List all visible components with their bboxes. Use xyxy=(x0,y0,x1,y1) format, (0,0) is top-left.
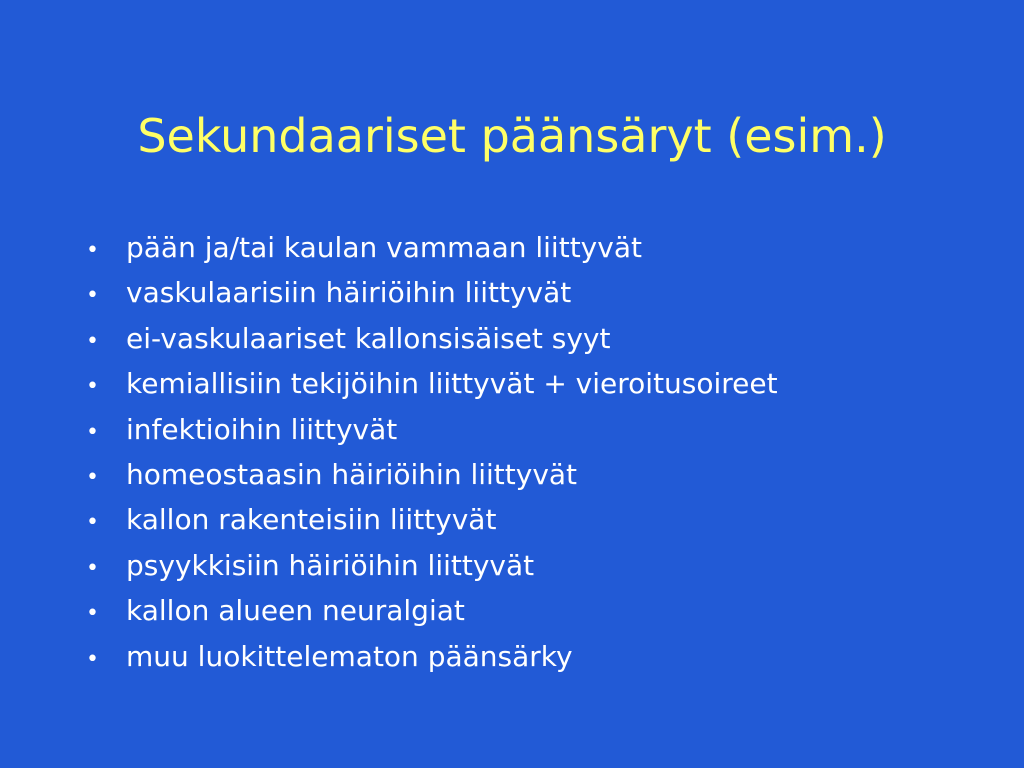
list-item xyxy=(86,225,986,270)
list-item-text: kemiallisiin tekijöihin liittyvät + vieroitusoireet xyxy=(126,367,778,401)
bullet-icon: • xyxy=(86,601,99,627)
slide-title: Sekundaariset päänsäryt (esim.) xyxy=(137,109,887,163)
list-item-text: infektioihin liittyvät xyxy=(126,412,398,446)
list-item xyxy=(86,407,986,452)
list-item-text: kallon rakenteisiin liittyvät xyxy=(126,503,497,537)
list-item xyxy=(86,588,986,633)
list-item-text: ei-vaskulaariset kallonsisäiset syyt xyxy=(126,321,611,355)
list-item xyxy=(86,316,986,361)
list-item xyxy=(86,543,986,588)
bullet-icon: • xyxy=(86,283,99,309)
bullet-icon: • xyxy=(86,464,99,490)
bullet-icon: • xyxy=(86,328,99,354)
bullet-icon: • xyxy=(86,374,99,400)
list-item xyxy=(86,270,986,315)
bullet-icon: • xyxy=(86,646,99,672)
bullet-icon: • xyxy=(86,555,99,581)
list-item-text: vaskulaarisiin häiriöihin liittyvät xyxy=(126,276,572,310)
list-item-text: muu luokittelematon päänsärky xyxy=(126,639,573,673)
list-item xyxy=(86,497,986,542)
list-item-text: kallon alueen neuralgiat xyxy=(126,594,465,628)
list-item xyxy=(86,634,986,679)
bullet-list xyxy=(86,225,986,679)
bullet-icon: • xyxy=(86,510,99,536)
list-item-text: pään ja/tai kaulan vammaan liittyvät xyxy=(126,231,642,264)
list-item xyxy=(86,452,986,497)
bullet-icon: • xyxy=(86,238,99,263)
bullet-icon: • xyxy=(86,419,99,445)
list-item xyxy=(86,361,986,406)
list-item-text: psyykkisiin häiriöihin liittyvät xyxy=(126,548,535,582)
list-item-text: homeostaasin häiriöihin liittyvät xyxy=(126,457,578,491)
